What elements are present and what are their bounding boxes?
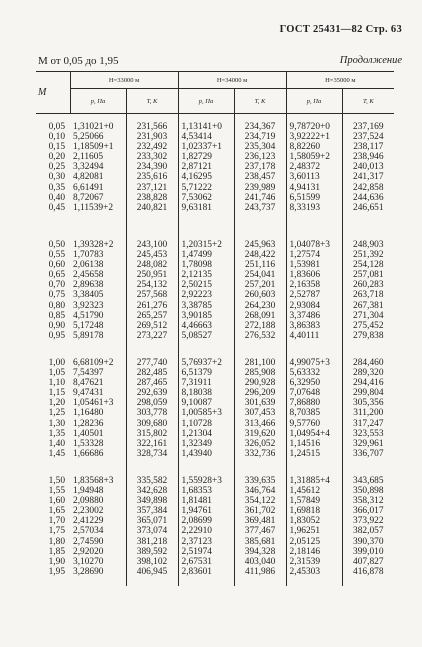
page-header: ГОСТ 25431—82 Стр. 63 bbox=[279, 24, 402, 35]
pressure-header: p, Па bbox=[178, 89, 234, 114]
temperature-cell: 281,100 285,908 290,928 296,209 301,639 307,453 313,466 319,620 326,052 332,736 bbox=[234, 350, 286, 468]
continuation-label: Продолжение bbox=[339, 55, 402, 66]
table-row-group bbox=[36, 468, 394, 586]
temperature-cell: 343,685 350,898 358,312 366,017 373,922 382,057 390,370 399,010 407,827 416,878 bbox=[353, 476, 384, 577]
pressure-cell: 1,39328+2 1,70783 2,06138 2,45658 2,89638 3,38405 3,92323 4,51790 5,17248 5,89178 bbox=[70, 232, 126, 350]
mach-cell: 1,00 1,05 1,10 1,15 1,20 1,25 1,30 1,35 1,40 1,45 bbox=[48, 358, 65, 459]
altitude-header: H=34000 м bbox=[178, 72, 286, 89]
pressure-cell: 1,31021+0 5,25066 1,18509+1 2,11605 3,32494 4,82081 6,61491 8,72067 1,11539+2 bbox=[70, 114, 126, 233]
temperature-cell: 339,635 346,764 354,122 361,702 369,481 377,467 385,681 394,328 403,040 411,986 bbox=[234, 468, 286, 586]
pressure-cell: 1,20315+2 1,47499 1,78098 2,12135 2,50215 2,92223 3,38785 3,90185 4,46663 5,08527 bbox=[178, 232, 234, 350]
mach-cell: 0,50 0,55 0,60 0,65 0,70 0,75 0,80 0,85 0,90 0,95 bbox=[48, 240, 65, 341]
atmosphere-table bbox=[36, 71, 394, 586]
table-row-group bbox=[36, 114, 394, 233]
mach-cell: 1,50 1,55 1,60 1,65 1,70 1,75 1,80 1,85 1,90 1,95 bbox=[48, 476, 65, 577]
pressure-cell: 9,78720+0 3,92222+1 8,82260 1,58059+2 2,48372 3,60113 4,94131 6,51599 8,33193 bbox=[286, 114, 342, 233]
pressure-header: p, Па bbox=[286, 89, 342, 114]
table-row-group bbox=[36, 350, 394, 468]
pressure-cell: 1,55928+3 1,68353 1,81481 1,94761 2,08699 2,22910 2,37123 2,51974 2,67531 2,83601 bbox=[178, 468, 234, 586]
mach-header: М bbox=[36, 72, 70, 114]
pressure-cell: 6,68109+2 7,54397 8,47621 9,47431 1,05461+3 1,16480 1,28236 1,40501 1,53328 1,66686 bbox=[70, 350, 126, 468]
temperature-cell: 335,582 342,628 349,898 357,384 365,071 373,074 381,218 389,592 398,102 406,945 bbox=[126, 468, 178, 586]
temperature-cell: 243,100 245,453 248,082 250,951 254,132 257,568 261,276 265,257 269,512 273,227 bbox=[126, 232, 178, 350]
pressure-cell: 4,99075+3 5,63332 6,32950 7,07648 7,86880 8,70385 9,57760 1,04954+4 1,14516 1,24515 bbox=[286, 350, 342, 468]
mach-cell: 0,05 0,10 0,15 0,20 0,25 0,30 0,35 0,40 0,45 bbox=[48, 122, 65, 213]
pressure-cell: 1,13141+0 4,53414 1,02337+1 1,82729 2,87121 4,16295 5,71222 7,53062 9,63181 bbox=[178, 114, 234, 233]
pressure-cell: 1,83568+3 1,94948 2,09880 2,23002 2,41229 2,57034 2,74590 2,92020 3,10270 3,28690 bbox=[70, 468, 126, 586]
temperature-cell: 245,963 248,422 251,116 254,041 257,201 260,603 264,230 268,091 272,188 276,532 bbox=[234, 232, 286, 350]
temperature-cell: 237,169 237,524 238,117 238,946 240,013 241,317 242,858 244,636 246,651 bbox=[353, 122, 384, 213]
temperature-header: T, К bbox=[126, 89, 178, 114]
altitude-header: H=35000 м bbox=[286, 72, 394, 89]
pressure-header: p, Па bbox=[70, 89, 126, 114]
temperature-cell: 248,903 251,392 254,128 257,081 260,283 263,718 267,381 271,304 275,452 279,838 bbox=[353, 240, 384, 341]
altitude-header: H=33000 м bbox=[70, 72, 178, 89]
temperature-cell: 284,460 289,320 294,416 299,804 305,356 311,200 317,247 323,553 329,961 336,707 bbox=[353, 358, 384, 459]
temperature-cell: 234,367 234,719 235,304 236,123 237,178 238,457 239,989 241,746 243,737 bbox=[234, 114, 286, 233]
pressure-cell: 1,31885+4 1,45612 1,57849 1,69818 1,83052 1,96251 2,05125 2,18146 2,31539 2,45303 bbox=[286, 468, 342, 586]
range-subtitle: М от 0,05 до 1,95 bbox=[38, 55, 119, 67]
pressure-cell: 1,04078+3 1,27574 1,53981 1,83606 2,16358 2,52787 2,93084 3,37486 3,86383 4,40111 bbox=[286, 232, 342, 350]
temperature-cell: 231,566 231,903 232,492 233,302 234,390 235,616 237,121 238,828 240,821 bbox=[126, 114, 178, 233]
temperature-cell: 277,740 282,485 287,465 292,639 298,059 303,778 309,680 315,802 322,161 328,734 bbox=[126, 350, 178, 468]
pressure-cell: 5,76937+2 6,51379 7,31911 8,18038 9,10087 1,00585+3 1,10728 1,21304 1,32349 1,43940 bbox=[178, 350, 234, 468]
table-row-group bbox=[36, 232, 394, 350]
temperature-header: T, К bbox=[234, 89, 286, 114]
temperature-header: T, К bbox=[342, 89, 394, 114]
